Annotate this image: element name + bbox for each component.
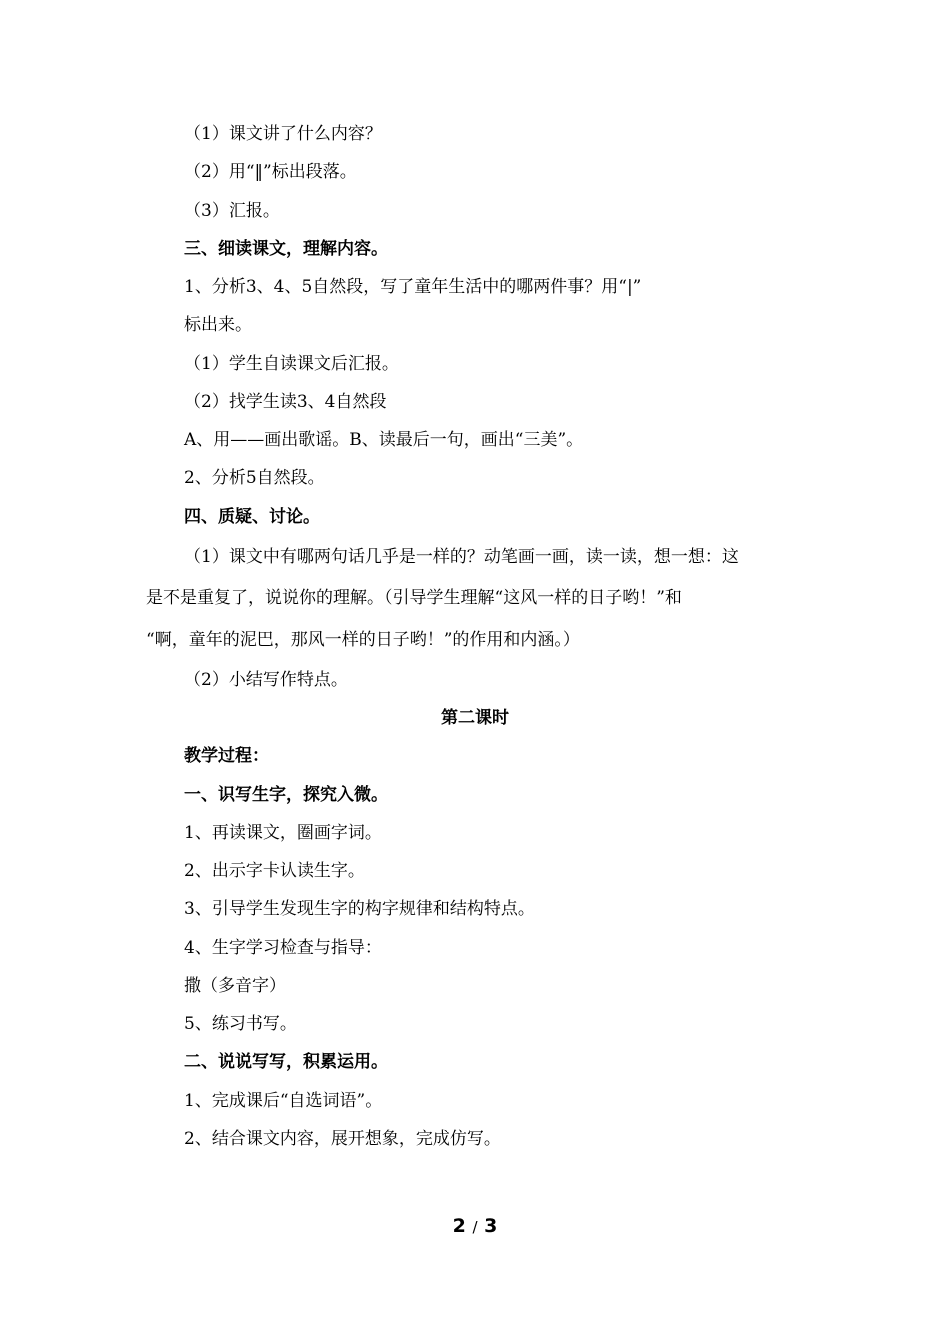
page-separator: / bbox=[472, 1218, 478, 1236]
task-2-line: 2、出示字卡认读生字。 bbox=[184, 861, 365, 881]
task-4-line: 4、生字学习检查与指导： bbox=[184, 938, 382, 958]
discussion-paragraph-line-3: “啊，童年的泥巴，那风一样的日子哟！”的作用和内涵。） bbox=[146, 630, 580, 650]
section-heading-1: 一、识写生字，探究入微。 bbox=[184, 785, 388, 805]
section-heading-3: 三、细读课文，理解内容。 bbox=[184, 239, 388, 259]
summary-line: （2）小结写作特点。 bbox=[184, 670, 348, 690]
practice-1-line: 1、完成课后“自选词语”。 bbox=[184, 1091, 383, 1111]
task-1-line: 1、再读课文，圈画字词。 bbox=[184, 823, 382, 843]
substep-2-line: （2）找学生读3、4自然段 bbox=[184, 392, 387, 412]
question-2-line: （2）用“‖”标出段落。 bbox=[184, 162, 357, 182]
step-1-continuation: 标出来。 bbox=[184, 315, 252, 335]
total-page-count: 3 bbox=[484, 1215, 498, 1237]
discussion-paragraph-line-2: 是不是重复了，说说你的理解。（引导学生理解“这风一样的日子哟！”和 bbox=[146, 588, 682, 608]
polyphone-line: 撒（多音字） bbox=[184, 976, 286, 996]
step-1-line: 1、分析3、4、5自然段，写了童年生活中的哪两件事？用“|” bbox=[184, 277, 642, 297]
substep-1-line: （1）学生自读课文后汇报。 bbox=[184, 354, 399, 374]
discussion-paragraph-line-1: （1）课文中有哪两句话几乎是一样的？动笔画一画，读一读，想一想：这 bbox=[184, 547, 739, 567]
task-3-line: 3、引导学生发现生字的构字规律和结构特点。 bbox=[184, 899, 535, 919]
current-page-number: 2 bbox=[452, 1215, 466, 1237]
substep-a-b-line: A、用——画出歌谣。B、读最后一句，画出“三美”。 bbox=[184, 430, 584, 450]
practice-2-line: 2、结合课文内容，展开想象，完成仿写。 bbox=[184, 1129, 501, 1149]
section-heading-4: 四、质疑、讨论。 bbox=[184, 507, 320, 527]
lesson-title: 第二课时 bbox=[441, 708, 509, 728]
question-1-line: （1）课文讲了什么内容？ bbox=[184, 124, 382, 144]
section-heading-2: 二、说说写写，积累运用。 bbox=[184, 1052, 388, 1072]
teaching-process-heading: 教学过程： bbox=[184, 746, 269, 766]
question-3-line: （3）汇报。 bbox=[184, 201, 280, 221]
step-2-line: 2、分析5自然段。 bbox=[184, 468, 325, 488]
page-number bbox=[0, 1214, 950, 1239]
task-5-line: 5、练习书写。 bbox=[184, 1014, 297, 1034]
